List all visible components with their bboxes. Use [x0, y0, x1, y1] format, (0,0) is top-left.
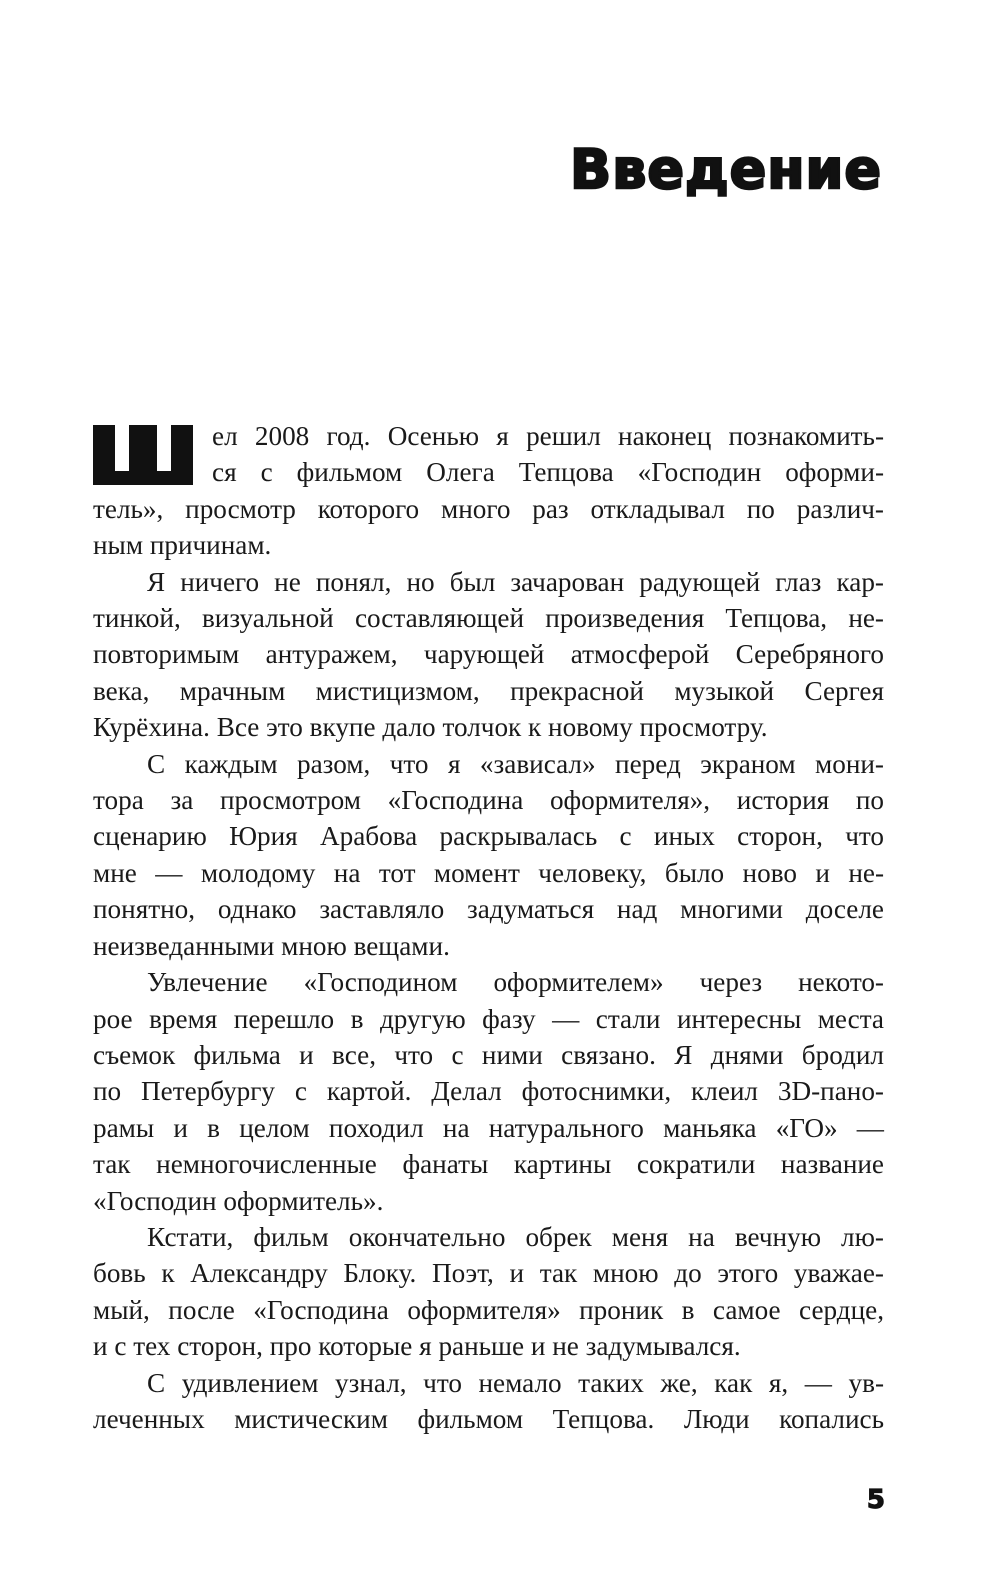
text-line: ел 2008 год. Осенью я решил наконец познакомить-	[212, 421, 884, 451]
text-line: леченных мистическим фильмом Тепцова. Люди копались	[93, 1403, 884, 1434]
chapter-title: Введение	[570, 138, 882, 201]
text-line: рамы и в целом походил на натурального маньяка «ГО» —	[93, 1112, 884, 1143]
paragraph-5	[93, 1219, 884, 1365]
text-line: тинкой, визуальной составляющей произведения Тепцова, не-	[93, 603, 884, 634]
text-line: мне — молодому на тот момент человеку, было ново и не-	[93, 857, 884, 888]
text-line: С каждым разом, что я «зависал» перед экраном мони-	[147, 748, 884, 779]
text-line: «Господин оформитель».	[93, 1185, 384, 1216]
text-line: тель», просмотр которого много раз откладывал по различ-	[93, 493, 884, 524]
text-line: С удивлением узнал, что немало таких же, как я, — ув-	[147, 1367, 884, 1398]
text-line: Кстати, фильм окончательно обрек меня на вечную лю-	[147, 1221, 884, 1252]
text-line: сценарию Юрия Арабова раскрывалась с иных сторон, что	[93, 821, 884, 852]
text-line: съемок фильма и все, что с ними связано. Я днями бродил	[93, 1039, 884, 1070]
text-line: Увлечение «Господином оформителем» через некото-	[147, 967, 884, 998]
paragraph-3	[93, 746, 884, 964]
text-line: ным причинам.	[93, 530, 272, 561]
text-line: ся с фильмом Олега Тепцова «Господин оформи-	[212, 457, 884, 488]
text-line: бовь к Александру Блоку. Поэт, и так мною до этого уважае-	[93, 1258, 884, 1289]
paragraph-6	[93, 1365, 884, 1438]
text-line: мый, после «Господина оформителя» проник в самое сердце,	[93, 1294, 884, 1325]
text-line: понятно, однако заставляло задуматься над многими доселе	[93, 894, 884, 925]
page-number: 5	[866, 1485, 885, 1515]
text-line: Я ничего не понял, но был зачарован радующей глаз кар-	[147, 566, 884, 597]
body-text	[93, 418, 884, 1437]
text-line: и с тех сторон, про которые я раньше и не задумывался.	[93, 1331, 741, 1362]
text-line: неизведанными мною вещами.	[93, 930, 450, 961]
text-line: рое время перешло в другую фазу — стали интересны места	[93, 1003, 884, 1034]
paragraph-2	[93, 564, 884, 746]
paragraph-4	[93, 964, 884, 1219]
text-line: по Петербургу с картой. Делал фотоснимки, клеил 3D-пано-	[93, 1076, 884, 1107]
text-line: Курёхина. Все это вкупе дало толчок к новому просмотру.	[93, 712, 768, 743]
text-line: повторимым антуражем, чарующей атмосферой Серебряного	[93, 639, 884, 670]
text-line: века, мрачным мистицизмом, прекрасной музыкой Сергея	[93, 675, 884, 706]
text-line: тора за просмотром «Господина оформителя», история по	[93, 785, 884, 816]
text-line: так немногочисленные фанаты картины сократили название	[93, 1149, 884, 1180]
paragraph-1	[93, 418, 884, 564]
